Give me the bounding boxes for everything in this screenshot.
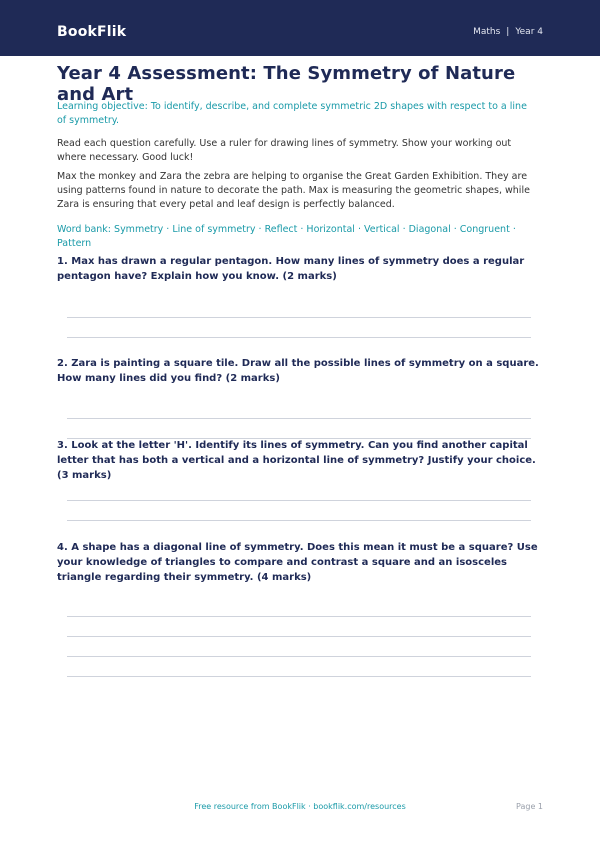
answer-line[interactable] xyxy=(67,636,531,637)
answer-line[interactable] xyxy=(67,317,531,318)
word-bank: Word bank: Symmetry · Line of symmetry · Reflect · Horizontal · Vertical · Diagonal · Congruent · Pattern xyxy=(57,224,516,249)
meta-separator: | xyxy=(506,27,510,37)
header-meta xyxy=(473,27,543,37)
learning-objective: Learning objective: To identify, describe, and complete symmetric 2D shapes with respect to a line of symmetry. xyxy=(57,101,527,126)
answer-line[interactable] xyxy=(67,500,531,501)
question-1: 1. Max has drawn a regular pentagon. How many lines of symmetry does a regular pentagon have? Explain how you know. (2 marks) xyxy=(57,256,525,282)
page-number: Page 1 xyxy=(516,802,543,811)
answer-line[interactable] xyxy=(67,616,531,617)
question-3: 3. Look at the letter 'H'. Identify its lines of symmetry. Can you find another capital letter that has both a vertical and a horizontal line of symmetry? Justify your choice. (3 marks) xyxy=(57,440,536,481)
page-title: Year 4 Assessment: The Symmetry of Nature and Art xyxy=(57,63,516,105)
year-label: Year 4 xyxy=(515,27,543,37)
answer-line[interactable] xyxy=(67,337,531,338)
footer-link[interactable]: Free resource from BookFlik · bookflik.com/resources xyxy=(194,802,406,811)
subject-label: Maths xyxy=(473,27,501,37)
answer-line[interactable] xyxy=(67,676,531,677)
story-intro: Max the monkey and Zara the zebra are helping to organise the Great Garden Exhibition. They are using patterns found in nature to decorate the path. Max is measuring the geometric shapes, while Zara is ensuring that every petal and leaf design is perfectly balanced. xyxy=(57,171,530,210)
instructions: Read each question carefully. Use a ruler for drawing lines of symmetry. Show your working out where necessary. Good luck! xyxy=(57,138,512,163)
question-2: 2. Zara is painting a square tile. Draw all the possible lines of symmetry on a square. How many lines did you find? (2 marks) xyxy=(57,358,539,384)
answer-line[interactable] xyxy=(67,418,531,419)
question-4: 4. A shape has a diagonal line of symmetry. Does this mean it must be a square? Use your knowledge of triangles to compare and contrast a square and an isosceles triangle regarding their symmetry. (4 marks) xyxy=(57,542,538,583)
brand-logo[interactable]: BookFlik xyxy=(57,24,127,40)
answer-line[interactable] xyxy=(67,520,531,521)
answer-line[interactable] xyxy=(67,656,531,657)
page-header xyxy=(0,0,600,56)
